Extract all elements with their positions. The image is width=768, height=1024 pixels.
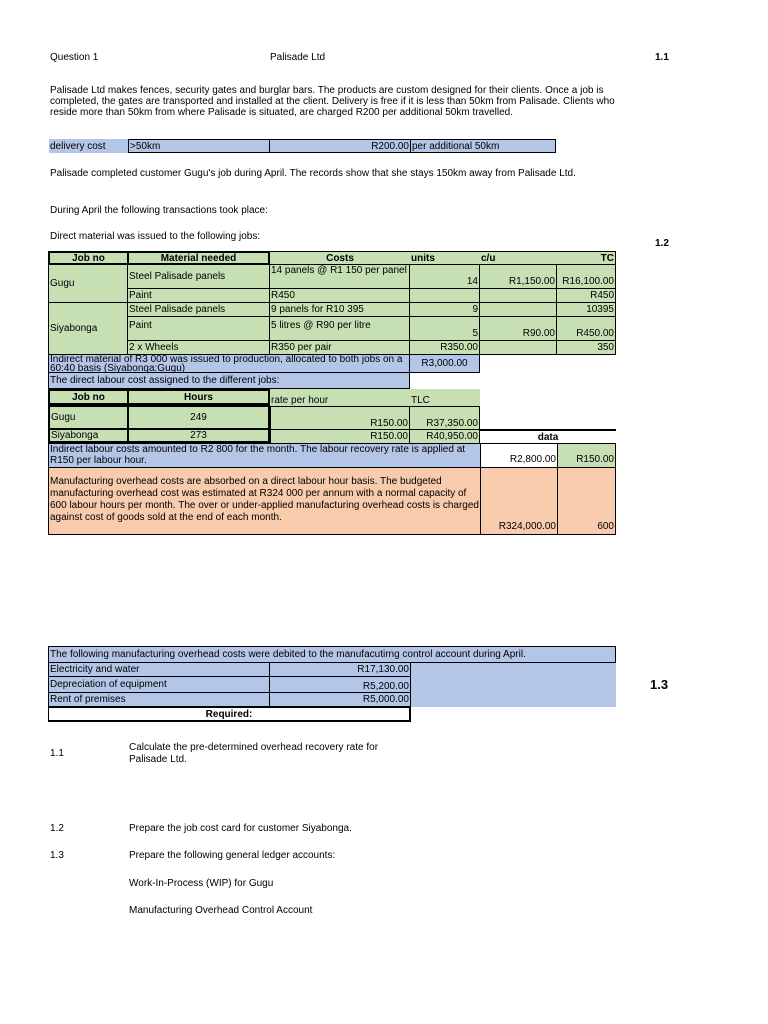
moh-fill — [410, 663, 616, 707]
account-wip-gugu: Work-In-Process (WIP) for Gugu — [129, 878, 274, 889]
moh-label-electricity: Electricity and water — [48, 663, 270, 677]
moh-table-title: The following manufacturing overhead costs were debited to the manufacutirng control account during April. — [48, 646, 616, 663]
labour-tlc-siyabonga: R40,950.00 — [410, 429, 480, 443]
col-costs: Costs — [270, 251, 410, 265]
question-title: Question 1 — [50, 52, 99, 63]
col-job-no: Job no — [48, 251, 129, 265]
col-tc: TC — [557, 251, 616, 265]
col-cu: c/u — [480, 251, 557, 265]
moh-amount-rent: R5,000.00 — [270, 693, 411, 707]
siyabonga-costs-3: R350 per pair — [270, 341, 410, 355]
marker-1-3: 1.3 — [650, 677, 669, 692]
labour-job-gugu: Gugu — [48, 405, 129, 430]
question-1-1-text: Calculate the pre-determined overhead recovery rate for Palisade Ltd. — [129, 742, 379, 765]
question-1-2-num: 1.2 — [50, 823, 64, 834]
siyabonga-tc-3: 350 — [557, 341, 616, 355]
data-label: data — [480, 429, 616, 443]
labour-col-job: Job no — [48, 389, 129, 405]
account-moh-control: Manufacturing Overhead Control Account — [129, 905, 313, 916]
moh-label-rent: Rent of premises — [48, 693, 270, 707]
question-1-3-text: Prepare the following general ledger accounts: — [129, 850, 336, 861]
labour-tlc-gugu: R37,350.00 — [410, 406, 480, 430]
gugu-units-1: 14 — [410, 265, 480, 289]
gugu-tc-2: R450 — [557, 289, 616, 303]
indirect-labour-amount: R2,800.00 — [480, 443, 557, 468]
moh-amount-depreciation: R5,200.00 — [270, 677, 411, 693]
gugu-note: Palisade completed customer Gugu's job during April. The records show that she stays 150km away from Palisade Ltd. — [50, 168, 576, 179]
delivery-amount: R200.00 — [269, 139, 410, 153]
siyabonga-costs-1: 9 panels for R10 395 — [270, 303, 410, 317]
overhead-capacity: 600 — [557, 468, 616, 535]
labour-hours-siyabonga: 273 — [127, 428, 270, 443]
indirect-material-text: Indirect material of R3 000 was issued to production, allocated to both jobs on a 60:40 basis (Siyabonga:Gugu) — [48, 355, 410, 373]
siyabonga-units-3: R350.00 — [410, 341, 480, 355]
gugu-costs-1: 14 panels @ R1 150 per panel — [270, 265, 410, 289]
siyabonga-material-3: 2 x Wheels — [128, 341, 270, 355]
labour-col-tlc: TLC — [410, 389, 480, 406]
labour-col-hours: Hours — [127, 389, 270, 405]
labour-note: The direct labour cost assigned to the different jobs: — [48, 373, 410, 389]
overhead-text: Manufacturing overhead costs are absorbed on a direct labour hour basis. The budgeted manufacturing overhead cost was estimated at R324 000 per annum with a normal capacity of 600 labour hours per month. The over or under-applied manufacturing overhead costs is charged against cost of goods sold at the end of each month. — [48, 468, 480, 535]
job-gugu: Gugu — [48, 265, 128, 303]
gugu-costs-2: R450 — [270, 289, 410, 303]
question-1-3-num: 1.3 — [50, 850, 64, 861]
indirect-material-amount: R3,000.00 — [410, 355, 480, 373]
job-siyabonga: Siyabonga — [48, 303, 128, 355]
delivery-label: delivery cost — [49, 139, 128, 153]
company-name: Palisade Ltd — [270, 52, 326, 63]
gugu-cu-2 — [480, 289, 557, 303]
siyabonga-cu-2: R90.00 — [480, 317, 557, 341]
gugu-units-2 — [410, 289, 480, 303]
labour-rate-siyabonga: R150.00 — [270, 429, 410, 443]
siyabonga-costs-2: 5 litres @ R90 per litre — [270, 317, 410, 341]
labour-recovery-rate: R150.00 — [557, 443, 616, 468]
labour-hours-gugu: 249 — [127, 405, 270, 430]
required-label: Required: — [48, 707, 411, 722]
delivery-condition: >50km — [128, 139, 269, 153]
labour-rate-gugu: R150.00 — [270, 406, 410, 430]
gugu-cu-1: R1,150.00 — [480, 265, 557, 289]
siyabonga-material-1: Steel Palisade panels — [128, 303, 270, 317]
siyabonga-units-2: 5 — [410, 317, 480, 341]
siyabonga-cu-3 — [480, 341, 557, 355]
intro-paragraph: Palisade Ltd makes fences, security gates and burglar bars. The products are custom designed for their clients. Once a job is completed, the gates are transported and installed at the client. Delivery is free if it is less than 50km from Palisade. Clients who reside more than 50km from where Palisade is situated, are charged R200 per additional 50km travelled. — [50, 85, 615, 118]
moh-label-depreciation: Depreciation of equipment — [48, 677, 270, 693]
gugu-material-2: Paint — [128, 289, 270, 303]
siyabonga-cu-1 — [480, 303, 557, 317]
siyabonga-material-2: Paint — [128, 317, 270, 341]
labour-col-rate: rate per hour — [270, 389, 410, 406]
direct-material-note: Direct material was issued to the following jobs: — [50, 231, 261, 242]
col-units: units — [410, 251, 480, 265]
question-1-1-num: 1.1 — [50, 748, 64, 759]
marker-1-2: 1.2 — [655, 238, 669, 249]
gugu-material-1: Steel Palisade panels — [128, 265, 270, 289]
indirect-labour-text: Indirect labour costs amounted to R2 800 for the month. The labour recovery rate is applied at R150 per labour hour. — [48, 443, 480, 468]
siyabonga-units-1: 9 — [410, 303, 480, 317]
col-material-needed: Material needed — [127, 251, 270, 265]
question-1-2-text: Prepare the job cost card for customer Siyabonga. — [129, 823, 352, 834]
overhead-budget: R324,000.00 — [480, 468, 557, 535]
delivery-note: per additional 50km — [410, 139, 556, 153]
gugu-tc-1: R16,100.00 — [557, 265, 616, 289]
labour-job-siyabonga: Siyabonga — [48, 428, 129, 443]
april-note: During April the following transactions took place: — [50, 205, 268, 216]
siyabonga-tc-2: R450.00 — [557, 317, 616, 341]
siyabonga-tc-1: 10395 — [557, 303, 616, 317]
marker-1-1: 1.1 — [655, 52, 669, 63]
moh-amount-electricity: R17,130.00 — [270, 663, 411, 677]
